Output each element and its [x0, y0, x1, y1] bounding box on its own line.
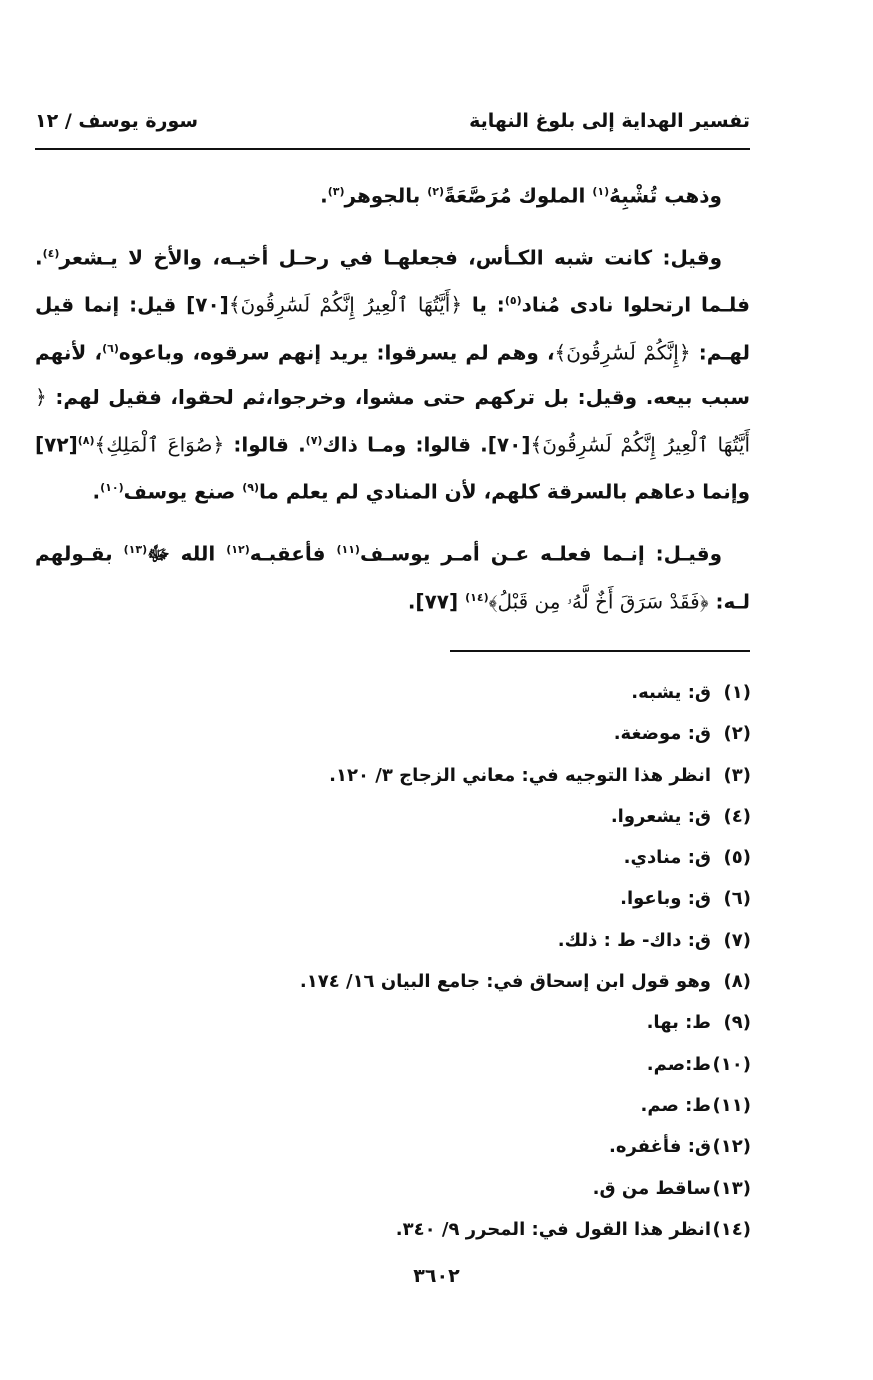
- quran-verse: ﴿إِنَّكُمْ لَسَٰرِقُونَ﴾: [554, 340, 691, 365]
- footnote-ref: (٨): [77, 433, 95, 447]
- footnote-item: [300, 1002, 751, 1043]
- footnote-text: ط:صم.: [646, 1053, 711, 1075]
- footnote-item: [300, 1044, 751, 1085]
- footnote-number: (٨): [723, 971, 751, 993]
- footnote-number: (٤): [723, 805, 751, 827]
- footnote-text: ق: وباعوا.: [620, 888, 711, 910]
- footnote-item: [300, 878, 751, 919]
- footnote-number: (١١): [712, 1094, 751, 1116]
- footnote-text: ط: بها.: [646, 1012, 711, 1034]
- footnote-ref: (٧): [305, 433, 323, 447]
- paragraph-1: وذهب تُشْبِهُ$^{(١)}$ الملوك مُرَصَّعَةً$^{(٢)}$ بالجوهر$^{(٣)}$.: [320, 183, 722, 208]
- main-text: [35, 170, 750, 637]
- footnote-item: [300, 961, 751, 1002]
- footnote-ref: (١): [592, 185, 610, 198]
- page-number: ٣٦٠٢: [413, 1265, 460, 1287]
- footnote-text: وهو قول ابن إسحاق في: جامع البيان ١٦/ ١٧٤.: [299, 971, 711, 993]
- footnote-ref: (١١): [336, 542, 360, 556]
- footnote-number: (١٢): [712, 1136, 751, 1158]
- footnote-ref: (٢): [427, 185, 445, 198]
- footnote-number: (١): [723, 682, 751, 703]
- footnote-ref: (٤): [42, 246, 60, 260]
- paragraph-2: وقيل: كانت شبه الكـأس، فجعلهـا في رحـل أخيـه، والأخ لا يـشعر$^{(٤)}$. فلـما ارتحلوا نادى مُناد$^{(٥)}$: يا ﴿أَيَّتُهَا ٱلْعِيرُ إِنَّكُمْ لَسَٰرِقُونَ﴾[٧٠] قيل: إنما قيل لهـم: ﴿إِنَّكُمْ لَسَٰرِقُونَ﴾، وهم لم يسرقوا: يريد إنهم سرقوه، وباعوه$^{(٦)}$، لأنهم سبب بيعه. وقيل: بل تركهم حتى مشوا، وخرجوا،ثم لحقوا، فقيل لهم: ﴿ أَيَّتُهَا ٱلْعِيرُ إِنَّكُمْ لَسَٰرِقُونَ﴾[٧٠]. قالوا: ومـا ذاك$^{(٧)}$. قالوا: ﴿صُوَاعَ ٱلْمَلِكِ﴾$^{(٨)}$[٧٢] وإنما دعاهم بالسرقة كلهم، لأن المنادي لم يعلم ما$^{(٩)}$ صنع يوسف$^{(١٠)}$.: [35, 245, 751, 504]
- book-title: تفسير الهداية إلى بلوغ النهاية: [469, 110, 750, 132]
- footnote-text: ق: موضغة.: [613, 723, 711, 745]
- footnote-item: [300, 755, 751, 796]
- footnote-text: ق: يشعروا.: [610, 805, 711, 827]
- footnote-text: انظر هذا القول في: المحرر ٩/ ٣٤٠.: [395, 1218, 711, 1240]
- footnote-item: [300, 920, 751, 961]
- footnote-divider: [450, 650, 750, 652]
- header-divider: [35, 148, 750, 150]
- footnote-number: (٦): [723, 888, 751, 910]
- footnote-number: (٣): [723, 764, 751, 786]
- footnote-item: [300, 1209, 751, 1250]
- quran-verse: ﴿فَقَدْ سَرَقَ أَخٌ لَّهُۥ مِن قَبْلُ﴾: [488, 589, 709, 614]
- footnote-text: انظر هذا التوجيه في: معاني الزجاج ٣/ ١٢٠.: [329, 764, 711, 786]
- footnote-text: ق: فأغفره.: [608, 1136, 711, 1158]
- footnote-text: ق: داك- ط : ذلك.: [557, 929, 711, 951]
- footnote-text: ق: منادي.: [623, 847, 711, 869]
- footnote-number: (١٤): [712, 1218, 751, 1240]
- running-header: [35, 110, 750, 142]
- footnote-item: [300, 1168, 751, 1209]
- footnote-ref: (١٠): [100, 481, 124, 495]
- quran-verse: ﴿أَيَّتُهَا ٱلْعِيرُ إِنَّكُمْ لَسَٰرِقُونَ﴾: [228, 292, 463, 317]
- quran-verse: ﴿ أَيَّتُهَا ٱلْعِيرُ إِنَّكُمْ لَسَٰرِقُونَ﴾: [35, 384, 750, 457]
- paragraph-3: وقيـل: إنـما فعلـه عـن أمـر يوسـف$^{(١١)}$ فأعقبـه$^{(١٢)}$ الله ﷻ$^{(١٣)}$ بقـولهم لـه: ﴿فَقَدْ سَرَقَ أَخٌ لَّهُۥ مِن قَبْلُ﴾$^{(١٤)}$ [٧٧].: [35, 541, 750, 614]
- footnote-ref: (٥): [504, 294, 522, 308]
- footnote-item: [300, 796, 751, 837]
- footnote-number: (٧): [723, 929, 751, 951]
- footnote-number: (١٣): [712, 1177, 751, 1199]
- footnote-item: [300, 1126, 751, 1167]
- footnote-item: [300, 672, 751, 713]
- footnote-text: ساقط من ق.: [592, 1177, 711, 1199]
- footnote-item: [300, 1085, 751, 1126]
- footnote-text: ط: صم.: [640, 1094, 711, 1116]
- footnote-ref: (٩): [242, 481, 260, 495]
- footnote-ref: (١٣): [123, 542, 148, 556]
- footnote-number: (٥): [723, 847, 751, 869]
- footnote-ref: (١٢): [226, 542, 250, 556]
- footnote-number: (١٠): [712, 1053, 751, 1075]
- footnote-text: ق: يشبه.: [631, 682, 711, 703]
- footnote-ref: (١٤): [465, 590, 489, 604]
- footnote-number: (٢): [723, 723, 751, 745]
- footnote-item: [300, 837, 751, 878]
- quran-verse: ﴿صُوَاعَ ٱلْمَلِكِ﴾: [94, 432, 225, 457]
- surah-reference: سورة يوسف / ١٢: [35, 110, 199, 132]
- footnote-item: [300, 713, 751, 754]
- footnote-ref: (٦): [102, 341, 119, 355]
- footnotes: [300, 672, 751, 1250]
- footnote-number: (٩): [723, 1012, 751, 1034]
- footnote-ref: (٣): [327, 185, 345, 198]
